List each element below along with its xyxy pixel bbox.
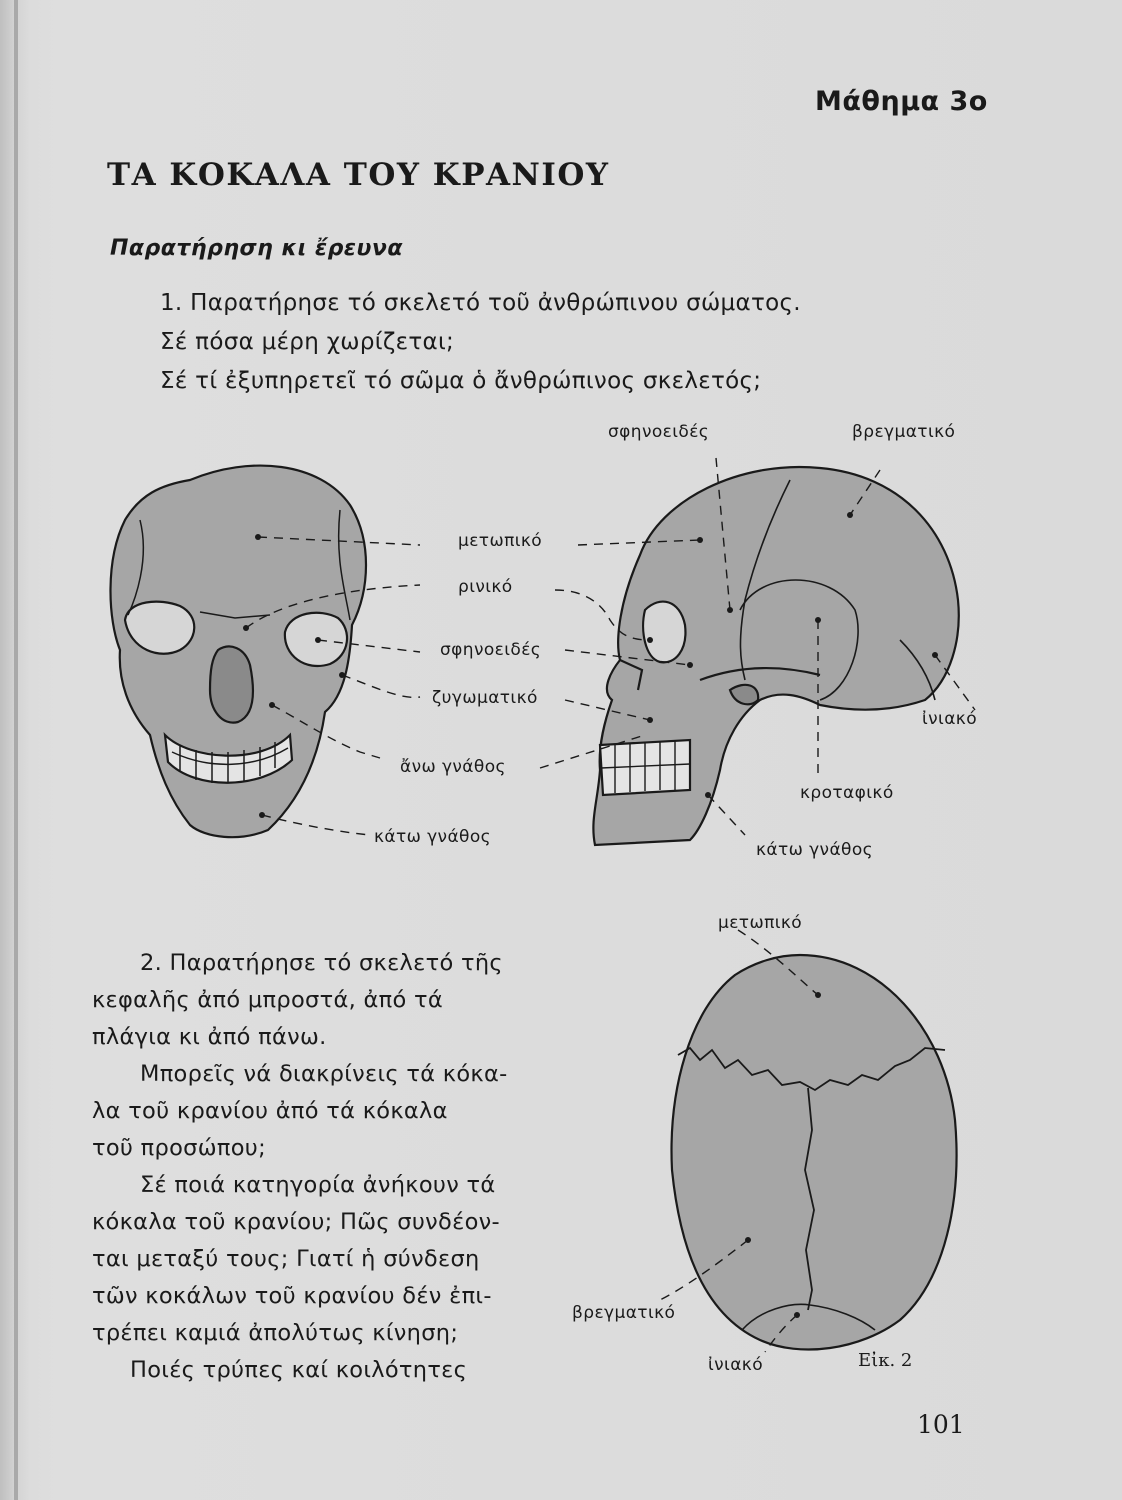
label-side-lower-jaw: κάτω γνάθος xyxy=(756,840,874,860)
front-skull-drawing xyxy=(110,466,366,838)
section1-line: Σέ πόσα μέρη χωρίζεται; xyxy=(160,329,455,355)
section2-line: κεφαλῆς ἀπό μπροστά, ἀπό τά xyxy=(92,987,443,1013)
label-side-temporal: κροταφικό xyxy=(800,783,894,803)
label-front-sphenoid: σφηνοειδές xyxy=(440,640,542,660)
section1-line: 1. Παρατήρησε τό σκελετό τοῦ ἀνθρώπινου σώματος. xyxy=(160,290,801,316)
section2-line: Μπορεῖς νά διακρίνεις τά κόκα- xyxy=(140,1061,508,1087)
label-top-parietal: βρεγματικό xyxy=(572,1303,676,1323)
section2-line: Σέ ποιά κατηγορία ἀνήκουν τά xyxy=(140,1172,496,1198)
label-side-parietal: βρεγματικό xyxy=(852,422,956,442)
figure-caption: Εἰκ. 2 xyxy=(858,1350,913,1371)
label-front-nasal: ρινικό xyxy=(458,577,513,597)
label-front-lower-jaw: κάτω γνάθος xyxy=(374,827,492,847)
page-title: ΤΑ ΚΟΚΑΛΑ ΤΟΥ ΚΡΑΝΙΟΥ xyxy=(107,157,610,193)
lesson-header: Μάθημα 3ο xyxy=(815,86,988,117)
section2-line: κόκαλα τοῦ κρανίου; Πῶς συνδέον- xyxy=(92,1209,500,1235)
label-top-occipital: ἰνιακό xyxy=(708,1355,764,1375)
section1-line: Σέ τί ἐξυπηρετεῖ τό σῶμα ὁ ἄνθρώπινος σκελετός; xyxy=(160,368,762,394)
label-front-upper-jaw: ἄνω γνάθος xyxy=(400,757,506,777)
top-skull-drawing xyxy=(672,955,957,1350)
label-side-sphenoid: σφηνοειδές xyxy=(608,422,710,442)
page-number: 101 xyxy=(917,1410,965,1439)
section-subtitle: Παρατήρηση κι ἔρευνα xyxy=(110,236,404,261)
section2-line: τρέπει καμιά ἀπολύτως κίνηση; xyxy=(92,1320,459,1346)
section2-line: Ποιές τρύπες καί κοιλότητες xyxy=(130,1357,468,1383)
side-skull-drawing xyxy=(593,467,958,845)
label-front-zygomatic: ζυγωματικό xyxy=(432,688,538,708)
section2-line: 2. Παρατήρησε τό σκελετό τῆς xyxy=(140,950,503,976)
section2-line: τοῦ προσώπου; xyxy=(92,1135,266,1161)
label-side-occipital: ἰνιακό xyxy=(922,709,978,729)
section2-line: πλάγια κι ἀπό πάνω. xyxy=(92,1024,327,1050)
section2-line: τῶν κοκάλων τοῦ κρανίου δέν ἐπι- xyxy=(92,1283,492,1309)
label-front-frontal: μετωπικό xyxy=(458,531,543,551)
section2-line: ται μεταξύ τους; Γιατί ἡ σύνδεση xyxy=(92,1246,480,1272)
section2-line: λα τοῦ κρανίου ἀπό τά κόκαλα xyxy=(92,1098,448,1124)
label-top-frontal: μετωπικό xyxy=(718,913,803,933)
